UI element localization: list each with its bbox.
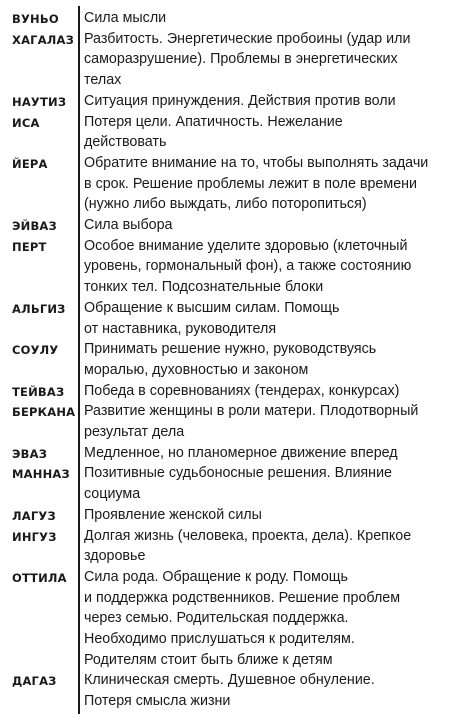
rune-description-line: в срок. Решение проблемы лежит в поле времени xyxy=(84,175,418,192)
rune-name: ЛАГУЗ xyxy=(12,508,56,523)
rune-description-line: тонких тел. Подсознательные блоки xyxy=(84,279,324,296)
rune-description-line: Особое внимание уделите здоровью (клеточный xyxy=(84,237,408,254)
rune-name: ПЕРТ xyxy=(12,239,47,254)
rune-name: ЭВАЗ xyxy=(12,446,48,461)
rune-description-line: Долгая жизнь (человека, проекта, дела). Крепкое xyxy=(84,527,412,544)
rune-name: ДАГАЗ xyxy=(12,674,57,689)
rune-description-line: моралью, духовностью и законом xyxy=(84,361,309,378)
rune-name: НАУТИЗ xyxy=(12,94,67,109)
rune-name: БЕРКАНА xyxy=(12,405,76,420)
rune-description-line: уровень, гормональный фон), а также состоянию xyxy=(84,258,412,275)
rune-description-line: телах xyxy=(84,72,122,89)
rune-description-line: Медленное, но планомерное движение вперед xyxy=(84,444,398,461)
rune-name: ИНГУЗ xyxy=(12,529,57,544)
rune-name: СОУЛУ xyxy=(12,343,59,358)
rune-description-line: Позитивные судьбоносные решения. Влияние xyxy=(84,465,393,482)
rune-description-line: Обращение к высшим силам. Помощь xyxy=(84,299,340,316)
rune-name: ТЕЙВАЗ xyxy=(12,384,65,399)
rune-name: ЭЙВАЗ xyxy=(12,219,57,233)
rune-name: МАННАЗ xyxy=(12,467,70,482)
rune-description-line: от наставника, руководителя xyxy=(84,320,277,337)
rune-name: ИСА xyxy=(12,115,40,130)
rune-description-line: Разбитость. Энергетические пробоины (удар или xyxy=(84,30,411,47)
rune-description-line: через семью. Родительская поддержка. xyxy=(84,610,349,627)
rune-description-line: Сила рода. Обращение к роду. Помощь xyxy=(84,568,349,585)
rune-description-line: действовать xyxy=(84,134,167,151)
rune-description-line: Потеря смысла жизни xyxy=(84,693,231,710)
rune-description-line: саморазрушение). Проблемы в энергетических xyxy=(84,51,398,68)
rune-description-line: социума xyxy=(84,486,141,503)
rune-description-line: Проявление женской силы xyxy=(84,506,262,523)
rune-name: ОТТИЛА xyxy=(12,570,67,585)
rune-description-line: Принимать решение нужно, руководствуясь xyxy=(84,341,377,358)
rune-description-line: результат дела xyxy=(84,424,185,440)
rune-description-line: Необходимо прислушаться к родителям. xyxy=(84,631,355,647)
rune-name: ЙЕРА xyxy=(12,156,48,171)
column-divider xyxy=(78,6,80,714)
rune-description-line: Ситуация принуждения. Действия против воли xyxy=(84,92,396,109)
rune-description-line: (нужно либо выждать, либо поторопиться) xyxy=(84,196,367,213)
rune-description-line: и поддержка родственников. Решение проблем xyxy=(84,589,401,606)
rune-name: ВУНЬО xyxy=(12,12,59,26)
rune-name: АЛЬГИЗ xyxy=(12,301,66,316)
rune-description-line: Потеря цели. Апатичность. Нежелание xyxy=(84,113,343,130)
rune-description-line: Сила мысли xyxy=(84,10,167,26)
rune-description-line: Развитие женщины в роли матери. Плодотворный xyxy=(84,403,419,420)
rune-description-line: здоровье xyxy=(84,548,146,565)
rune-description-line: Сила выбора xyxy=(84,217,173,233)
rune-description-line: Родителям стоит быть ближе к детям xyxy=(84,651,333,668)
rune-description-line: Обратите внимание на то, чтобы выполнять задачи xyxy=(84,154,429,171)
rune-description-line: Клиническая смерть. Душевное обнуление. xyxy=(84,672,375,689)
rune-name: ХАГАЛАЗ xyxy=(12,32,75,47)
rune-description-line: Победа в соревнованиях (тендерах, конкурсах) xyxy=(84,382,400,399)
